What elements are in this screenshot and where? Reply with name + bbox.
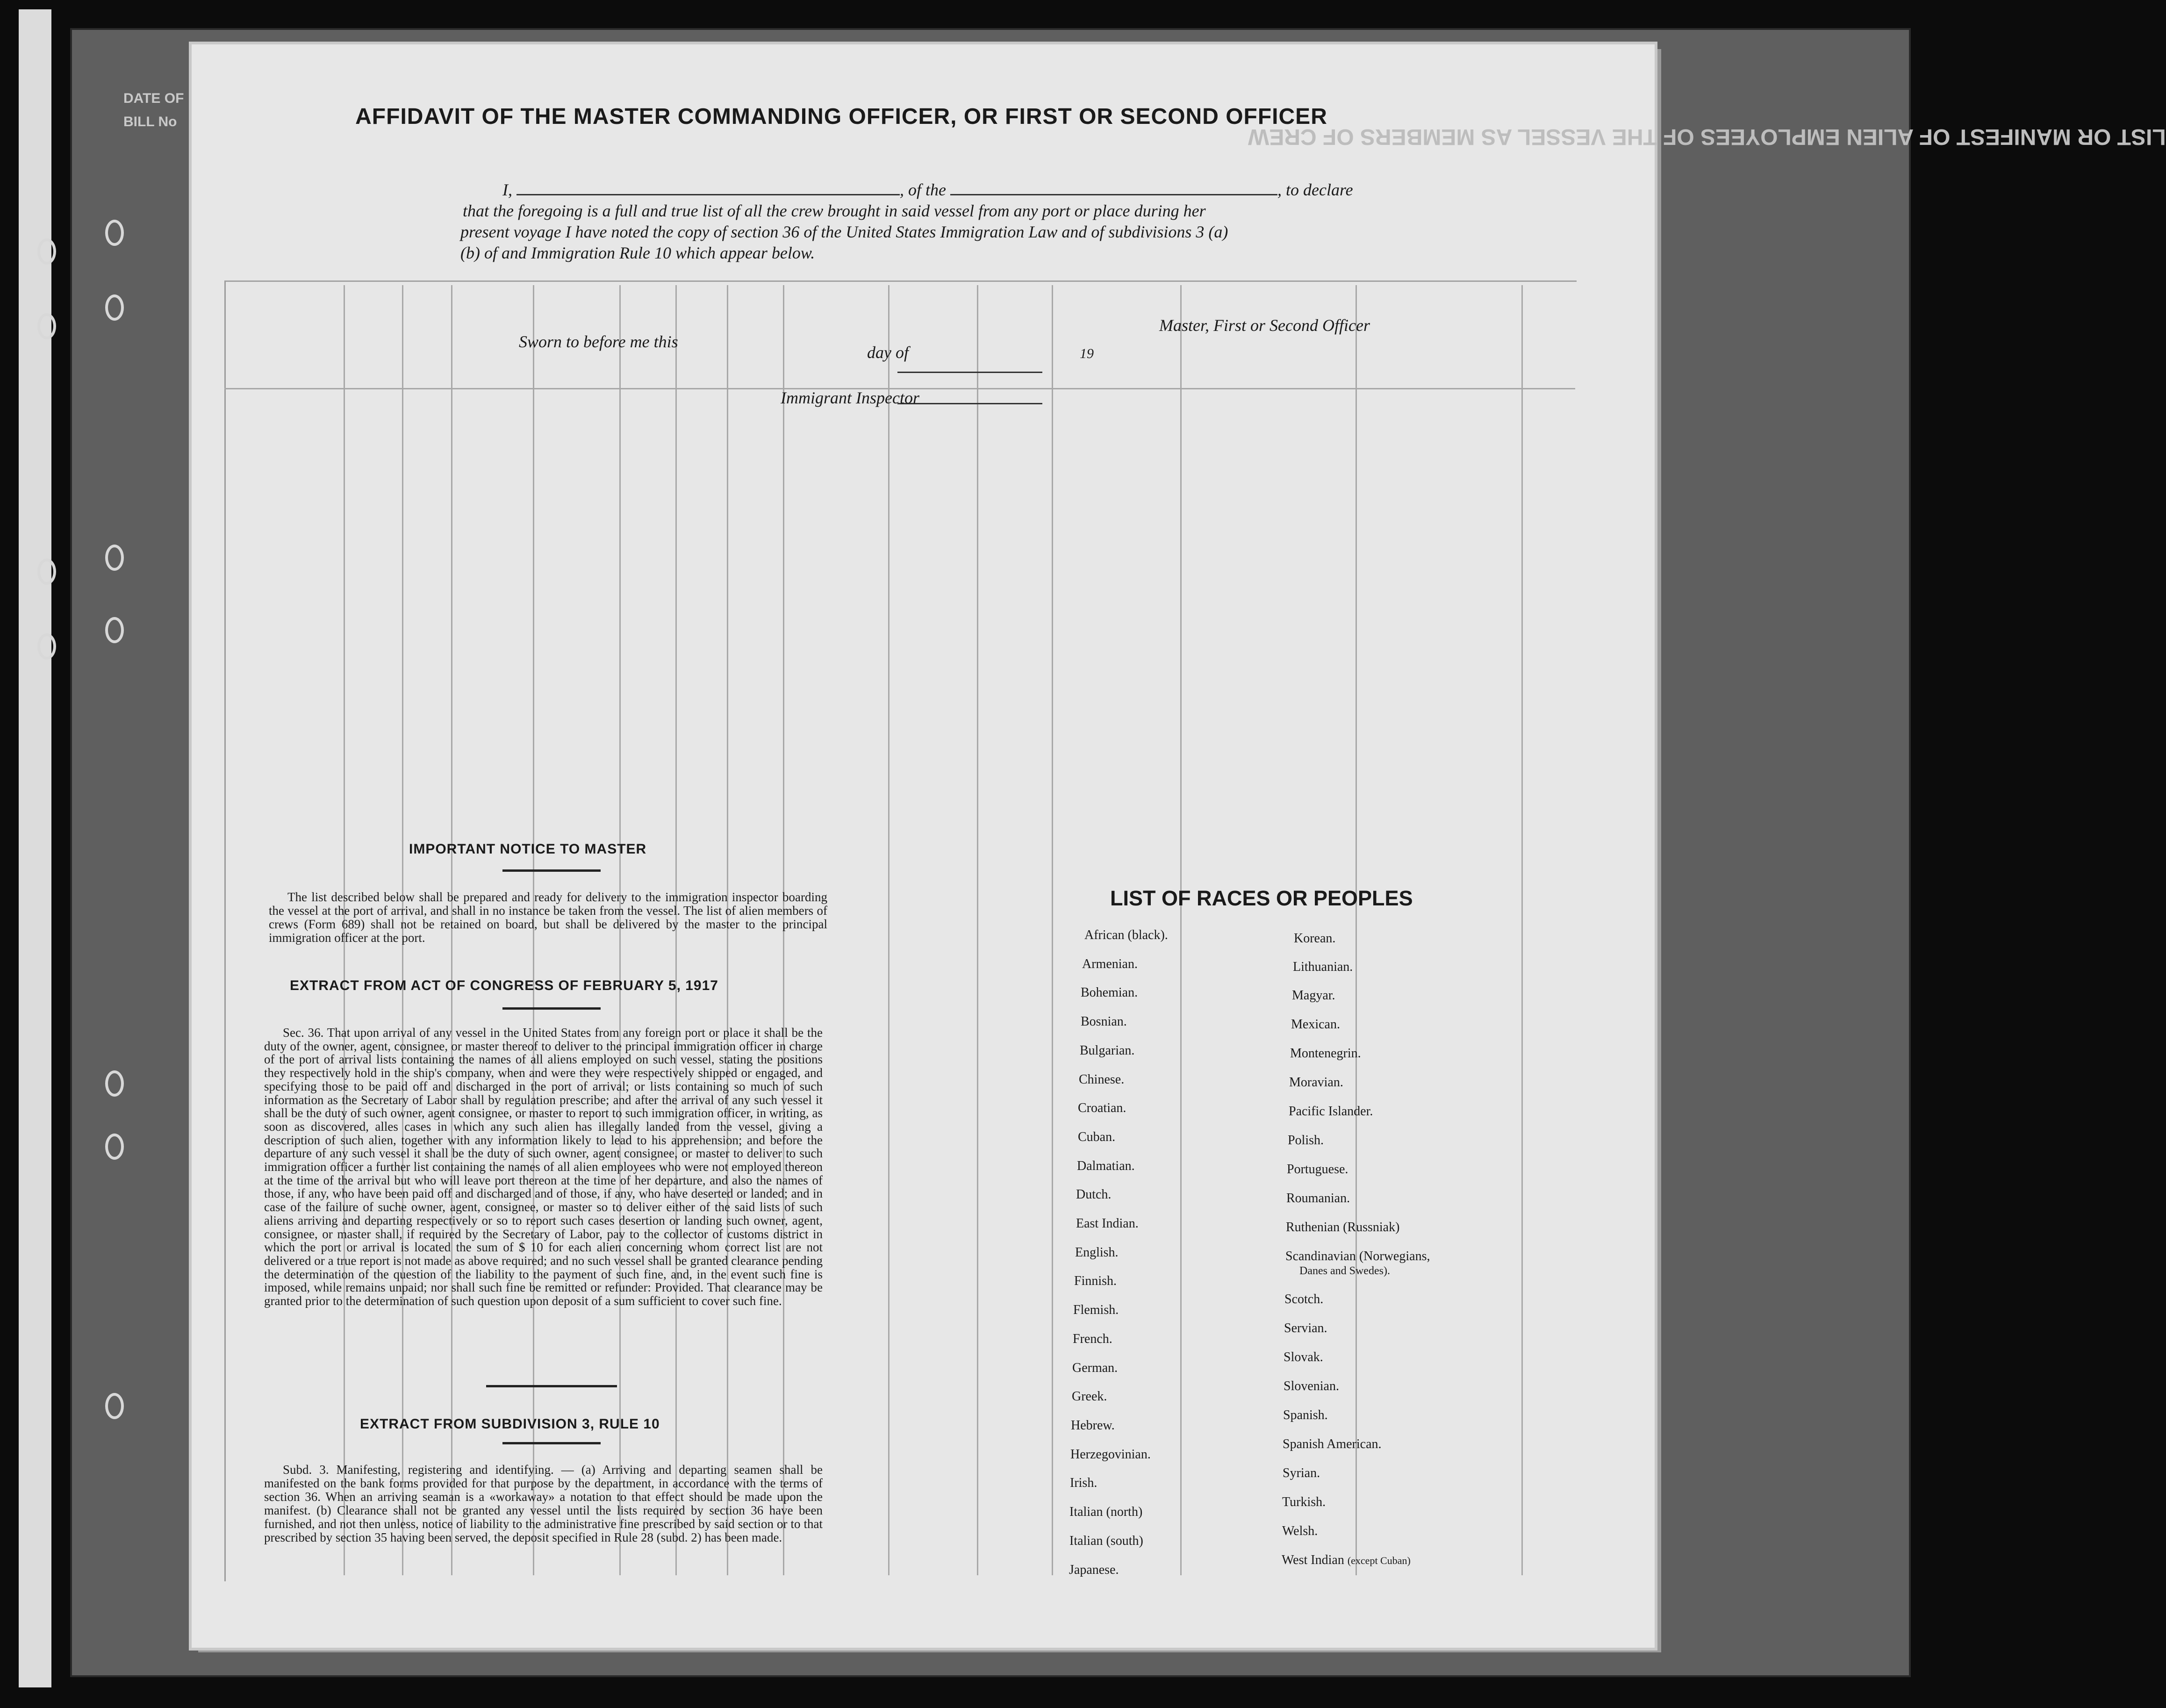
race-item: Magyar.: [1292, 988, 1335, 1003]
race-item: Moravian.: [1289, 1075, 1343, 1090]
rule-text: Subd. 3. Manifesting, registering and identifying. — (a) Arriving and departing seamen shall be manifested on the bank forms provided for that purpose by the department, in accordance with the terms of section 36. When an arriving seaman is a «workaway» a notation to that effect should be made upon the manifest. (b) Clearance shall not be granted any vessel until the lists required by section 36 have been furnished, and not then unless, notice of liability to the administrative fine prescribed by said section or to that prescribed by section 35 having been served, the deposit specified in Rule 28 (subd. 2) has been made.: [264, 1463, 823, 1544]
affidavit-line-3: present voyage I have noted the copy of section 36 of the United States Immigration Law and of subdivisions 3 (a): [460, 222, 1228, 241]
master-signature-label: Master, First or Second Officer: [1159, 316, 1370, 335]
race-item: Syrian.: [1283, 1466, 1320, 1480]
act-end-rule: [486, 1385, 617, 1387]
race-item: Scotch.: [1284, 1292, 1324, 1306]
race-item: Dutch.: [1076, 1187, 1112, 1202]
punch-hole: [105, 294, 124, 321]
race-item-note: (except Cuban): [1347, 1555, 1411, 1566]
race-item: Flemish.: [1073, 1303, 1119, 1317]
punch-hole: [105, 1393, 124, 1419]
year-label: 19: [1080, 346, 1094, 361]
race-item: Bosnian.: [1081, 1014, 1127, 1029]
rule-rule: [502, 1442, 601, 1444]
grid-column-line: [977, 285, 978, 1575]
punch-hole: [37, 238, 56, 265]
notice-text: The list described below shall be prepared and ready for delivery to the immigration inspector boarding the vessel at the port of arrival, and shall in no instance be taken from the vessel. The list of alien members of crews (Form 689) shall not be retained on board, but shall be delivered by the master to the principal immigration officer at the port.: [269, 890, 827, 945]
race-item: Portuguese.: [1287, 1162, 1348, 1177]
race-item-label: West Indian: [1282, 1553, 1344, 1567]
race-item: Japanese.: [1069, 1563, 1119, 1577]
punch-hole: [105, 545, 124, 571]
affidavit-i: I,: [502, 180, 512, 199]
race-item: Welsh.: [1282, 1524, 1318, 1538]
grid-column-line: [1180, 285, 1182, 1575]
affidavit-of-the: , of the: [900, 180, 946, 199]
punch-hole: [105, 220, 124, 246]
race-item: Croatian.: [1078, 1101, 1126, 1115]
race-item: Spanish American.: [1283, 1437, 1382, 1451]
notice-rule: [502, 869, 601, 872]
race-item: Mexican.: [1291, 1017, 1340, 1032]
signature-line[interactable]: [897, 372, 1042, 373]
punch-hole: [105, 617, 124, 643]
race-item: Polish.: [1288, 1133, 1324, 1148]
race-item: Bohemian.: [1081, 985, 1138, 1000]
race-item: Scandinavian (Norwegians,: [1285, 1249, 1430, 1263]
race-item: Bulgarian.: [1080, 1043, 1135, 1058]
act-heading: EXTRACT FROM ACT OF CONGRESS OF FEBRUARY 5, 1917: [290, 978, 718, 993]
race-item: Servian.: [1284, 1321, 1327, 1335]
race-item: French.: [1073, 1332, 1112, 1346]
race-item: German.: [1072, 1361, 1118, 1375]
punch-hole: [105, 1134, 124, 1160]
notice-heading: IMPORTANT NOTICE TO MASTER: [409, 841, 647, 857]
sworn-label: Sworn to before me this: [519, 332, 678, 351]
punch-hole: [37, 313, 56, 339]
race-item: [1282, 1553, 1411, 1568]
grid-column-line: [1356, 285, 1357, 1575]
race-item: Slovak.: [1284, 1350, 1323, 1364]
affidavit-line-4: (b) of and Immigration Rule 10 which appear below.: [460, 244, 815, 262]
grid-column-line: [888, 285, 889, 1575]
rule-heading: EXTRACT FROM SUBDIVISION 3, RULE 10: [360, 1416, 660, 1432]
punch-hole: [37, 559, 56, 585]
race-item-cont: Danes and Swedes).: [1299, 1265, 1390, 1277]
race-item: Spanish.: [1283, 1408, 1328, 1422]
race-item: Herzegovinian.: [1070, 1447, 1151, 1462]
race-item: Ruthenian (Russniak): [1286, 1220, 1400, 1234]
races-title: LIST OF RACES OR PEOPLES: [1110, 886, 1413, 910]
punch-hole: [37, 633, 56, 660]
race-item: Turkish.: [1282, 1495, 1326, 1509]
vessel-blank[interactable]: [950, 194, 1277, 195]
race-item: Hebrew.: [1071, 1418, 1115, 1433]
act-text: Sec. 36. That upon arrival of any vessel in the United States from any foreign port or place it shall be the duty of the owner, agent, consignee, or master thereof to deliver to the principal immigration officer in charge of the port of arrival lists containing the names of all aliens employed on such vessel, stating the positions they respectively hold in the ship's company, when and were they were respectively shipped or engaged, and specifying those to be paid off and discharged in the port of arrival; or lists containing so much of such information as the Secretary of Labor shall by regulation prescribe; and after the arrival of any such vessel it shall be the duty of such owner, agent consignee, or master to report to such immigration officer, in writing, as soon as discovered, alles cases in which any such alien has illegally landed from the vessel, giving a description of such alien, together with any information likely to lead to his apprehension; and before the departure of any such vessel it shall be the duty of such owner, agent consignee, or master to deliver to such immigration officer a further list containing the names of all alien employees who were not employed thereon at the time of the arrival but who will leave port thereon at the time of her departure, and also the names of those, if any, who have been paid off and discharged and of those, if any, who have deserted or landed; and in case of the failure of suche owner, agent, consignee, or master so to deliver either of the said lists of such aliens arriving and departing respectively or so to report such cases desertion or landing such owner, agent, consignee, or master shall, if required by the Secretary of Labor, pay to the collector of customs district in which the port or arrival is located the sum of $ 10 for each alien concerning whom correct list are not delivered or a true report is not made as above required; and no such vessel shall be granted clearance pending the determination of the question of the liability to the payment of such fine, and, in the event such fine is imposed, while remains unpaid; nor shall such fine be remitted or refunder: Provided. That clearance may be granted prior to the determination of such question upon deposit of a sum sufficient to cover such fine.: [264, 1026, 823, 1308]
act-rule: [502, 1007, 601, 1010]
bleed-through-text: LIST OR MANIFEST OF ALIEN EMPLOYEES OF THE VESSEL AS MEMBERS OF CREW: [1248, 124, 2166, 149]
race-item: African (black).: [1084, 928, 1168, 942]
race-item: Cuban.: [1078, 1130, 1116, 1144]
bill-no-label: BILL No: [123, 114, 177, 129]
affidavit-line-2: that the foregoing is a full and true list of all the crew brought in said vessel from any port or place during her: [463, 201, 1206, 220]
race-item: Montenegrin.: [1290, 1046, 1361, 1061]
race-item: Armenian.: [1082, 957, 1138, 971]
race-item: English.: [1075, 1245, 1119, 1260]
grid-column-line: [1052, 285, 1053, 1575]
race-item: Roumanian.: [1286, 1191, 1350, 1206]
name-blank[interactable]: [516, 194, 900, 195]
punch-hole: [105, 1070, 124, 1097]
affidavit-title: AFFIDAVIT OF THE MASTER COMMANDING OFFICER, OR FIRST OR SECOND OFFICER: [355, 104, 1327, 129]
race-item: Greek.: [1072, 1389, 1107, 1404]
affidavit-to-declare: , to declare: [1277, 180, 1353, 199]
race-item: Finnish.: [1074, 1274, 1117, 1288]
race-item: East Indian.: [1076, 1216, 1139, 1231]
race-item: Dalmatian.: [1077, 1159, 1135, 1173]
affidavit-line-1: [502, 180, 1353, 200]
race-item: Pacific Islander.: [1289, 1104, 1373, 1119]
race-item: Chinese.: [1079, 1072, 1125, 1087]
race-item: Irish.: [1070, 1476, 1097, 1490]
race-item: Korean.: [1294, 931, 1336, 946]
immigrant-inspector-label: Immigrant Inspector: [781, 388, 919, 407]
date-of-label: DATE OF: [123, 91, 184, 106]
race-item: Lithuanian.: [1293, 960, 1353, 974]
grid-column-line: [1521, 285, 1523, 1575]
day-of-label: day of: [867, 343, 909, 362]
race-item: Italian (north): [1069, 1505, 1143, 1519]
race-item: Slovenian.: [1284, 1379, 1339, 1393]
race-item: Italian (south): [1069, 1534, 1143, 1548]
